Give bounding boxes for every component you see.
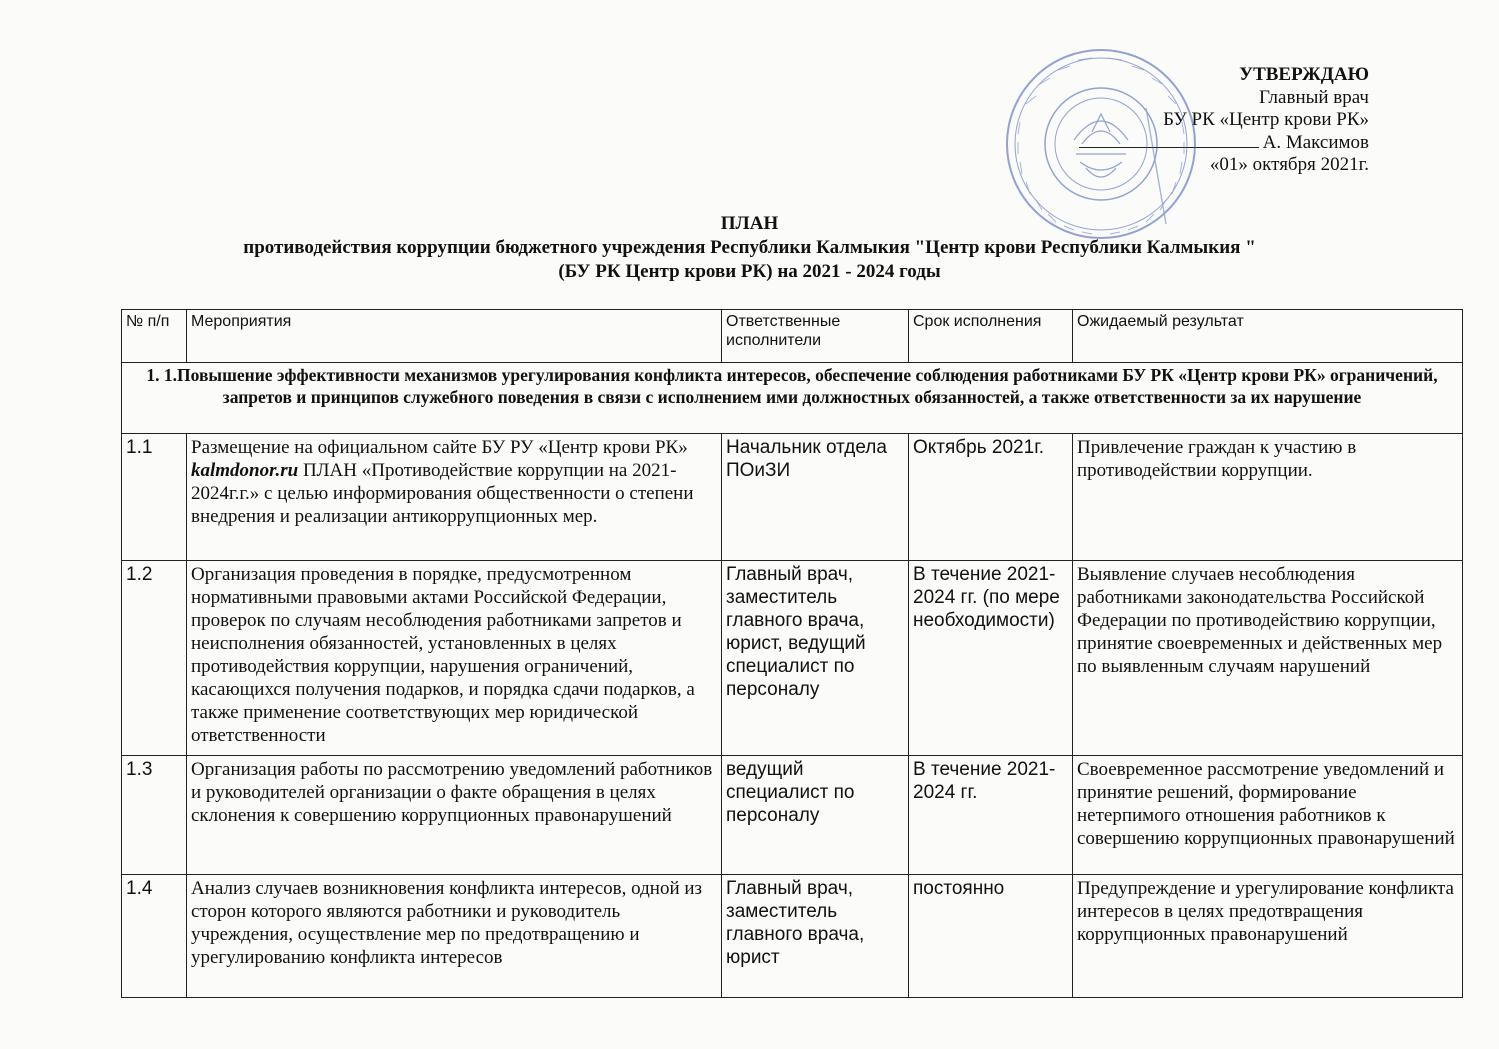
row-number: 1.2: [122, 561, 187, 756]
row-term: постоянно: [909, 875, 1073, 998]
header-activity: Мероприятия: [187, 310, 722, 363]
row-number: 1.4: [122, 875, 187, 998]
row-executors: Главный врач, заместитель главного врача, юрист: [722, 875, 909, 998]
row-number: 1.1: [122, 434, 187, 561]
site-link: kalmdonor.ru: [191, 460, 299, 481]
header-number: № п/п: [122, 310, 187, 363]
row-activity: Организация проведения в порядке, предусмотренном нормативными правовыми актами Российской Федерации, проверок по случаям несоблюдения работниками запретов и неисполнения обязанностей, установленных в целях противодействия коррупции, нарушения ограничений, касающихся получения подарков, и порядка сдачи подарков, а также применение соответствующих мер юридической ответственности: [187, 561, 722, 756]
title-line-2: противодействия коррупции бюджетного учреждения Республики Калмыкия "Центр крови Республики Калмыкия ": [243, 237, 1256, 258]
header-result: Ожидаемый результат: [1073, 310, 1463, 363]
row-result: Своевременное рассмотрение уведомлений и принятие решений, формирование нетерпимого отношения работников к совершению коррупционных правонарушений: [1073, 756, 1463, 875]
table-row: [122, 756, 1463, 875]
row-result: Выявление случаев несоблюдения работниками законодательства Российской Федерации по противодействию коррупции, принятие своевременных и действенных мер по выявленным случаям нарушений: [1073, 561, 1463, 756]
row-activity: Организация работы по рассмотрению уведомлений работников и руководителей организации о факте обращения в целях склонения к совершению коррупционных правонарушений: [187, 756, 722, 875]
approval-date: «01» октября 2021г.: [1209, 154, 1369, 175]
section-row: [122, 363, 1463, 434]
header-term: Срок исполнения: [909, 310, 1073, 363]
activity-text-end: ПЛАН «Противодействие коррупции на 2021-2024г.г.» с целью информирования общественности о степени внедрения и реализации антикоррупционных мер.: [191, 460, 694, 527]
row-activity: [187, 434, 722, 561]
row-result: Предупреждение и урегулирование конфликта интересов в целях предотвращения коррупционных правонарушений: [1073, 875, 1463, 998]
row-activity: Анализ случаев возникновения конфликта интересов, одной из сторон которого являются работники и руководитель учреждения, осуществление мер по предотвращению и урегулированию конфликта интересов: [187, 875, 722, 998]
table-row: [122, 875, 1463, 998]
activity-text-start: Размещение на официальном сайте БУ РУ «Центр крови РК»: [191, 437, 688, 458]
row-term: В течение 2021-2024 гг.: [909, 756, 1073, 875]
title-line-1: ПЛАН: [720, 213, 779, 234]
document-title: [0, 212, 1499, 284]
table-row: [122, 561, 1463, 756]
table-header-row: [122, 310, 1463, 363]
row-term: В течение 2021-2024 гг. (по мере необходимости): [909, 561, 1073, 756]
row-executors: Главный врач, заместитель главного врача, юрист, ведущий специалист по персоналу: [722, 561, 909, 756]
table-row: [122, 434, 1463, 561]
plan-table: [121, 309, 1463, 998]
approval-position: Главный врач: [1259, 86, 1369, 108]
approval-signer: А. Максимов: [1262, 131, 1369, 153]
row-term: Октябрь 2021г.: [909, 434, 1073, 561]
row-executors: ведущий специалист по персоналу: [722, 756, 909, 875]
header-executors: Ответственные исполнители: [722, 310, 909, 363]
row-executors: Начальник отдела ПОиЗИ: [722, 434, 909, 561]
approval-organization: БУ РК «Центр крови РК»: [1163, 109, 1369, 130]
approval-heading: УТВЕРЖДАЮ: [1239, 64, 1369, 85]
section-title: 1. 1.Повышение эффективности механизмов урегулирования конфликта интересов, обеспечение соблюдения работниками БУ РК «Центр крови РК» ограничений, запретов и принципов служебного поведения в связи с исполнением ими должностных обязанностей, а также ответственности за их нарушение: [122, 363, 1463, 434]
row-number: 1.3: [122, 756, 187, 875]
row-result: Привлечение граждан к участию в противодействии коррупции.: [1073, 434, 1463, 561]
title-line-3: (БУ РК Центр крови РК) на 2021 - 2024 годы: [558, 261, 941, 282]
